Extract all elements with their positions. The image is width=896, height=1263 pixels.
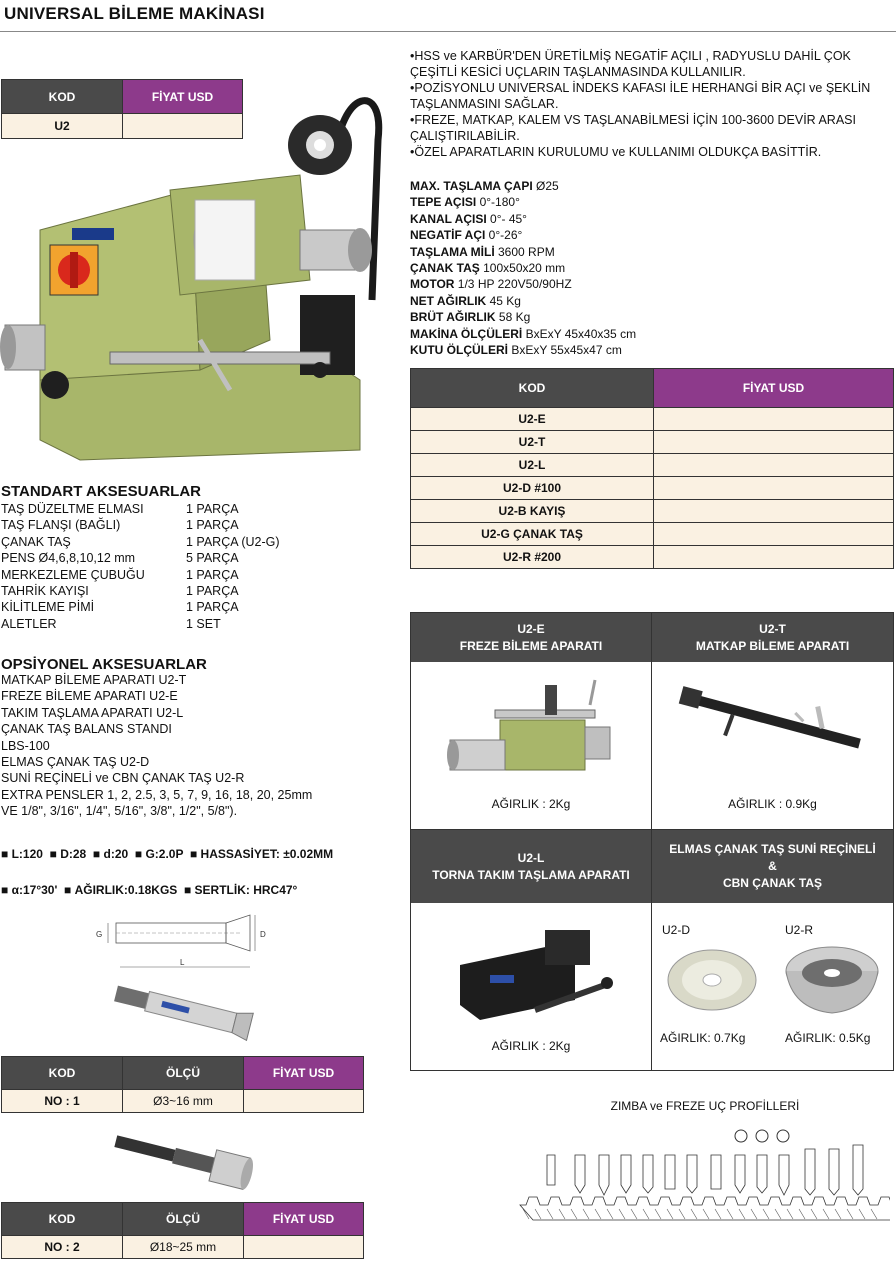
bullet-icon: • xyxy=(410,81,415,95)
list-item: FREZE BİLEME APARATI U2-E xyxy=(1,689,178,704)
list-item: ÇANAK TAŞ BALANS STANDI xyxy=(1,722,172,737)
u2-l-weight: AĞIRLIK : 2Kg xyxy=(491,1039,571,1053)
accessory-header-u2-d-r: ELMAS ÇANAK TAŞ SUNİ REÇİNELİ & CBN ÇANAK TAŞ xyxy=(652,830,893,903)
accessory-header-u2-t: U2-T MATKAP BİLEME APARATI xyxy=(652,613,893,662)
feature-list xyxy=(410,48,890,160)
accessory-table-header-kod: KOD xyxy=(411,369,654,408)
top-table-header-kod: KOD xyxy=(2,80,123,114)
list-item: MATKAP BİLEME APARATI U2-T xyxy=(1,673,187,687)
bullet-icon: • xyxy=(410,145,415,159)
list-item: ALETLER 1 SET xyxy=(1,616,221,631)
u2-l-image xyxy=(455,925,620,1025)
spec-row: MAX. TAŞLAMA ÇAPI Ø25 xyxy=(410,179,559,193)
feature-item: •HSS ve KARBÜR'DEN ÜRETİLMİŞ NEGATİF AÇILI , RADYUSLU DAHİL ÇOK ÇEŞİTLİ KESİCİ UÇLARIN TAŞLANMASINDA KULLANILIR. xyxy=(410,49,851,79)
list-item: TAŞ DÜZELTME ELMASI 1 PARÇA xyxy=(1,502,239,516)
feature-item: •ÖZEL APARATLARIN KURULUMU ve KULLANIMI OLDUKÇA BASİTTİR. xyxy=(410,145,822,159)
collet-no1-image xyxy=(105,978,260,1050)
opsiyonel-heading: OPSİYONEL AKSESUARLAR xyxy=(1,656,207,673)
table-row: U2-D #100 xyxy=(411,477,654,500)
list-item: TAKIM TAŞLAMA APARATI U2-L xyxy=(1,705,184,720)
u2-e-weight: AĞIRLIK : 2Kg xyxy=(491,797,571,811)
u2-r-label: U2-R xyxy=(785,923,814,937)
spec-row: MOTOR 1/3 HP 220V50/90HZ xyxy=(410,277,572,292)
list-item: EXTRA PENSLER 1, 2, 2.5, 3, 5, 7, 9, 16, 18, 20, 25mm xyxy=(1,787,313,802)
spec-row: NEGATİF AÇI 0°-26° xyxy=(410,228,523,243)
spec-row: KUTU ÖLÇÜLERİ BxExY 55x45x47 cm xyxy=(410,343,622,358)
table-row: U2-L xyxy=(411,454,654,477)
table-row: U2-R #200 xyxy=(411,546,654,569)
u2-e-image xyxy=(445,675,620,785)
collet-no2-image xyxy=(108,1124,258,1199)
list-item: VE 1/8", 3/16", 1/4", 5/16", 3/8", 1/2", 5/8"). xyxy=(1,804,238,819)
feature-item: •POZİSYONLU UNIVERSAL İNDEKS KAFASI İLE HERHANGİ BİR AÇI ve ŞEKLİN TAŞLANMASINI SAĞLAR. xyxy=(410,81,871,111)
u2-r-wheel-image xyxy=(782,943,882,1018)
list-item: MERKEZLEME ÇUBUĞU 1 PARÇA xyxy=(1,567,239,582)
opsiyonel-list xyxy=(1,672,396,820)
spec-row: ÇANAK TAŞ 100x50x20 mm xyxy=(410,261,566,276)
dim-label-d: D xyxy=(260,930,266,939)
grinding-machine-image xyxy=(0,80,400,465)
table-row: NO : 1 xyxy=(2,1090,123,1113)
spec-row: MAKİNA ÖLÇÜLERİ BxExY 45x40x35 cm xyxy=(410,326,637,341)
table-row: U2-G ÇANAK TAŞ xyxy=(411,523,654,546)
table-row: U2-T xyxy=(411,431,654,454)
top-table-header-price: FİYAT USD xyxy=(123,80,243,114)
standart-heading: STANDART AKSESUARLAR xyxy=(1,483,201,500)
spec-list xyxy=(410,178,890,358)
u2-t-image xyxy=(670,685,875,775)
spec-row: TEPE AÇISI 0°-180° xyxy=(410,195,520,210)
u2-d-wheel-image xyxy=(665,948,760,1013)
spec-row: NET AĞIRLIK 45 Kg xyxy=(410,293,521,308)
profiles-title: ZIMBA ve FREZE UÇ PROFİLLERİ xyxy=(610,1099,800,1113)
title-divider xyxy=(0,31,896,32)
accessory-price-table xyxy=(410,368,894,569)
list-item: KİLİTLEME PİMİ 1 PARÇA xyxy=(1,600,239,615)
spec-row: TAŞLAMA MİLİ 3600 RPM xyxy=(410,244,555,259)
list-item: LBS-100 xyxy=(1,738,50,753)
list-item: ÇANAK TAŞ 1 PARÇA (U2-G) xyxy=(1,534,280,549)
accessory-table-header-price: FİYAT USD xyxy=(654,369,894,408)
feature-item: •FREZE, MATKAP, KALEM VS TAŞLANABİLMESİ İÇİN 100-3600 DEVİR ARASI ÇALIŞTIRILABİLİR. xyxy=(410,113,856,143)
top-table-code: U2 xyxy=(2,114,123,139)
list-item: TAHRİK KAYIŞI 1 PARÇA xyxy=(1,584,239,599)
list-item: ELMAS ÇANAK TAŞ U2-D xyxy=(1,755,150,770)
spec-row: BRÜT AĞIRLIK 58 Kg xyxy=(410,310,531,325)
list-item: PENS Ø4,6,8,10,12 mm 5 PARÇA xyxy=(1,551,239,566)
spec-row: KANAL AÇISI 0°- 45° xyxy=(410,211,527,226)
table-row: U2-B KAYIŞ xyxy=(411,500,654,523)
u2-r-weight: AĞIRLIK: 0.5Kg xyxy=(785,1031,871,1045)
collet-specs-line-1: ■ L:120 ■ D:28 ■ d:20 ■ G:2.0P ■ HASSASİYET: ±0.02MM xyxy=(1,847,334,861)
standart-list xyxy=(1,501,391,632)
list-item: SUNİ REÇİNELİ ve CBN ÇANAK TAŞ U2-R xyxy=(1,771,245,786)
collet-no2-table: KOD ÖLÇÜ FİYAT USD NO : 2 Ø18~25 mm xyxy=(1,1202,364,1259)
table-row: NO : 2 xyxy=(2,1236,123,1259)
u2-t-weight: AĞIRLIK : 0.9Kg xyxy=(728,797,817,811)
collet-technical-drawing xyxy=(90,905,280,975)
collet-specs-line-2: ■ α:17°30' ■ AĞIRLIK:0.18KGS ■ SERTLİK: HRC47° xyxy=(1,883,298,897)
collet-no1-table: KOD ÖLÇÜ FİYAT USD NO : 1 Ø3~16 mm xyxy=(1,1056,364,1113)
dim-label-l: L xyxy=(180,958,185,967)
bullet-icon: • xyxy=(410,49,415,63)
tool-profiles-drawing xyxy=(515,1125,890,1225)
table-row: U2-E xyxy=(411,408,654,431)
u2-d-label: U2-D xyxy=(662,923,691,937)
bullet-icon: • xyxy=(410,113,415,127)
dim-label-g: G xyxy=(96,930,103,939)
accessory-header-u2-l: U2-L TORNA TAKIM TAŞLAMA APARATI xyxy=(411,830,651,903)
page-title: UNIVERSAL BİLEME MAKİNASI xyxy=(4,4,265,23)
accessory-header-u2-e: U2-E FREZE BİLEME APARATI xyxy=(411,613,651,662)
u2-d-weight: AĞIRLIK: 0.7Kg xyxy=(660,1031,746,1045)
list-item: TAŞ FLANŞI (BAĞLI) 1 PARÇA xyxy=(1,518,239,533)
